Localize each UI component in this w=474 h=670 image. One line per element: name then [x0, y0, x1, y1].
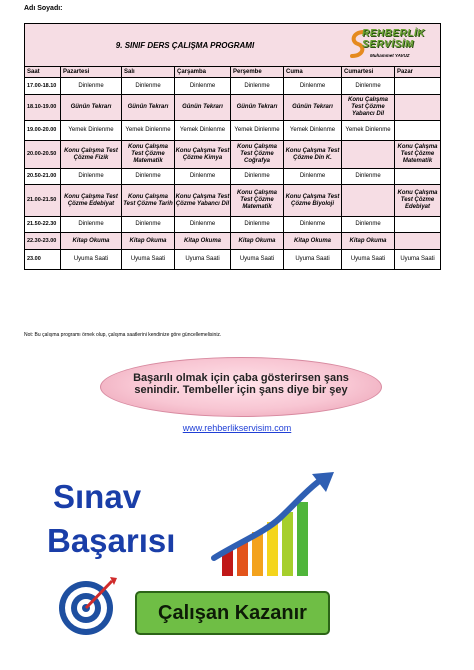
schedule-cell: Kitap Okuma: [284, 233, 342, 250]
schedule-cell: Dinlenme: [342, 169, 395, 185]
schedule-cell: Yemek Dinlenme: [284, 121, 342, 141]
schedule-cell: Yemek Dinlenme: [231, 121, 284, 141]
schedule-cell: Uyuma Saati: [61, 250, 122, 270]
time-cell: 19.00-20.00: [25, 121, 61, 141]
time-cell: 23.00: [25, 250, 61, 270]
time-cell: 17.00-18.10: [25, 78, 61, 95]
schedule-note: Not: Bu çalışma programı örnek olup, çalışma saatlerini kendinize göre güncellemelisiniz.: [24, 332, 222, 338]
col-header: Salı: [122, 67, 175, 78]
schedule-cell: Yemek Dinlenme: [342, 121, 395, 141]
schedule-cell: Dinlenme: [61, 78, 122, 95]
poster-word-basarisi: Başarısı: [47, 522, 176, 559]
schedule-cell: Kitap Okuma: [231, 233, 284, 250]
schedule-cell: Konu Çalışma Test Çözme Kimya: [175, 141, 231, 169]
dartboard-target-icon: [56, 575, 118, 637]
study-schedule-table: [24, 23, 441, 270]
time-cell: 18.10-19.00: [25, 95, 61, 121]
col-header: Perşembe: [231, 67, 284, 78]
schedule-row: [25, 121, 441, 141]
time-cell: 22.30-23.00: [25, 233, 61, 250]
schedule-cell: Dinlenme: [284, 78, 342, 95]
schedule-cell: Dinlenme: [175, 217, 231, 233]
schedule-cell: Dinlenme: [61, 169, 122, 185]
schedule-cell: [395, 121, 441, 141]
schedule-cell: Günün Tekrarı: [231, 95, 284, 121]
col-header: Pazar: [395, 67, 441, 78]
schedule-cell: Konu Çalışma Test Çözme Fizik: [61, 141, 122, 169]
schedule-row: [25, 185, 441, 217]
schedule-cell: Konu Çalışma Test Çözme Matematik: [231, 185, 284, 217]
website-link[interactable]: www.rehberlikservisim.com: [182, 423, 292, 433]
schedule-cell: Uyuma Saati: [175, 250, 231, 270]
schedule-cell: [395, 233, 441, 250]
schedule-cell: Dinlenme: [231, 169, 284, 185]
schedule-cell: Dinlenme: [175, 78, 231, 95]
time-cell: 21.00-21.50: [25, 185, 61, 217]
schedule-cell: Dinlenme: [122, 78, 175, 95]
schedule-cell: Dinlenme: [231, 78, 284, 95]
schedule-cell: Uyuma Saati: [395, 250, 441, 270]
col-header: Cumartesi: [342, 67, 395, 78]
schedule-cell: [342, 185, 395, 217]
schedule-row: [25, 78, 441, 95]
poster-word-sinav: Sınav: [53, 478, 142, 515]
schedule-title: 9. SINIF DERS ÇALIŞMA PROGRAMI: [115, 41, 255, 50]
schedule-cell: Konu Çalışma Test Çözme Coğrafya: [231, 141, 284, 169]
schedule-cell: [395, 95, 441, 121]
schedule-cell: Yemek Dinlenme: [61, 121, 122, 141]
schedule-row: [25, 169, 441, 185]
schedule-row: [25, 250, 441, 270]
schedule-cell: [395, 217, 441, 233]
schedule-cell: Konu Çalışma Test Çözme Yabancı Dil: [342, 95, 395, 121]
schedule-cell: Kitap Okuma: [122, 233, 175, 250]
schedule-cell: Dinlenme: [284, 217, 342, 233]
schedule-cell: Konu Çalışma Test Çözme Matematik: [395, 141, 441, 169]
quote-line1: Başarılı olmak için çaba gösterirsen şans: [133, 372, 349, 384]
logo-line1: REHBERLİK: [362, 28, 425, 39]
col-header: Cuma: [284, 67, 342, 78]
schedule-cell: Dinlenme: [284, 169, 342, 185]
schedule-cell: Yemek Dinlenme: [122, 121, 175, 141]
quote-line2: senindir. Tembeller için şans diye bir şey: [134, 384, 348, 396]
calisan-kazanir-button: Çalışan Kazanır: [135, 591, 330, 635]
time-cell: 20.50-21.00: [25, 169, 61, 185]
schedule-row: [25, 95, 441, 121]
schedule-cell: Kitap Okuma: [342, 233, 395, 250]
schedule-cell: Dinlenme: [342, 78, 395, 95]
schedule-cell: Konu Çalışma Test Çözme Matematik: [122, 141, 175, 169]
col-header: Saat: [25, 67, 61, 78]
schedule-cell: Dinlenme: [231, 217, 284, 233]
schedule-cell: Konu Çalışma Test Çözme Edebiyat: [395, 185, 441, 217]
schedule-cell: Kitap Okuma: [61, 233, 122, 250]
schedule-cell: Konu Çalışma Test Çözme Din K.: [284, 141, 342, 169]
time-cell: 21.50-22.30: [25, 217, 61, 233]
logo-author: Muhammet YAVUZ: [370, 53, 410, 58]
title-row: [25, 24, 441, 67]
logo-line2: SERVİSİM: [362, 39, 414, 50]
schedule-cell: [342, 141, 395, 169]
schedule-cell: Dinlenme: [175, 169, 231, 185]
schedule-cell: Konu Çalışma Test Çözme Tarih: [122, 185, 175, 217]
rising-bar-chart-arrow-icon: [210, 470, 340, 580]
schedule-cell: Konu Çalışma Test Çözme Edebiyat: [61, 185, 122, 217]
schedule-row: [25, 217, 441, 233]
schedule-cell: Günün Tekrarı: [284, 95, 342, 121]
name-label: Adı Soyadı:: [24, 5, 63, 12]
schedule-cell: Günün Tekrarı: [175, 95, 231, 121]
schedule-cell: Günün Tekrarı: [61, 95, 122, 121]
quote-bubble: [100, 357, 382, 417]
schedule-row: [25, 233, 441, 250]
schedule-cell: Uyuma Saati: [284, 250, 342, 270]
schedule-cell: Uyuma Saati: [342, 250, 395, 270]
column-header-row: [25, 67, 441, 78]
col-header: Çarşamba: [175, 67, 231, 78]
schedule-cell: Uyuma Saati: [122, 250, 175, 270]
schedule-cell: [395, 78, 441, 95]
time-cell: 20.00-20.50: [25, 141, 61, 169]
schedule-cell: Dinlenme: [122, 169, 175, 185]
rehberlik-logo: [348, 27, 433, 63]
schedule-cell: Kitap Okuma: [175, 233, 231, 250]
schedule-cell: Dinlenme: [61, 217, 122, 233]
schedule-cell: Dinlenme: [342, 217, 395, 233]
schedule-cell: Konu Çalışma Test Çözme Biyoloji: [284, 185, 342, 217]
schedule-row: [25, 141, 441, 169]
schedule-cell: [395, 169, 441, 185]
schedule-cell: Dinlenme: [122, 217, 175, 233]
schedule-cell: Yemek Dinlenme: [175, 121, 231, 141]
schedule-cell: Uyuma Saati: [231, 250, 284, 270]
schedule-cell: Günün Tekrarı: [122, 95, 175, 121]
schedule-cell: Konu Çalışma Test Çözme Yabancı Dil: [175, 185, 231, 217]
col-header: Pazartesi: [61, 67, 122, 78]
